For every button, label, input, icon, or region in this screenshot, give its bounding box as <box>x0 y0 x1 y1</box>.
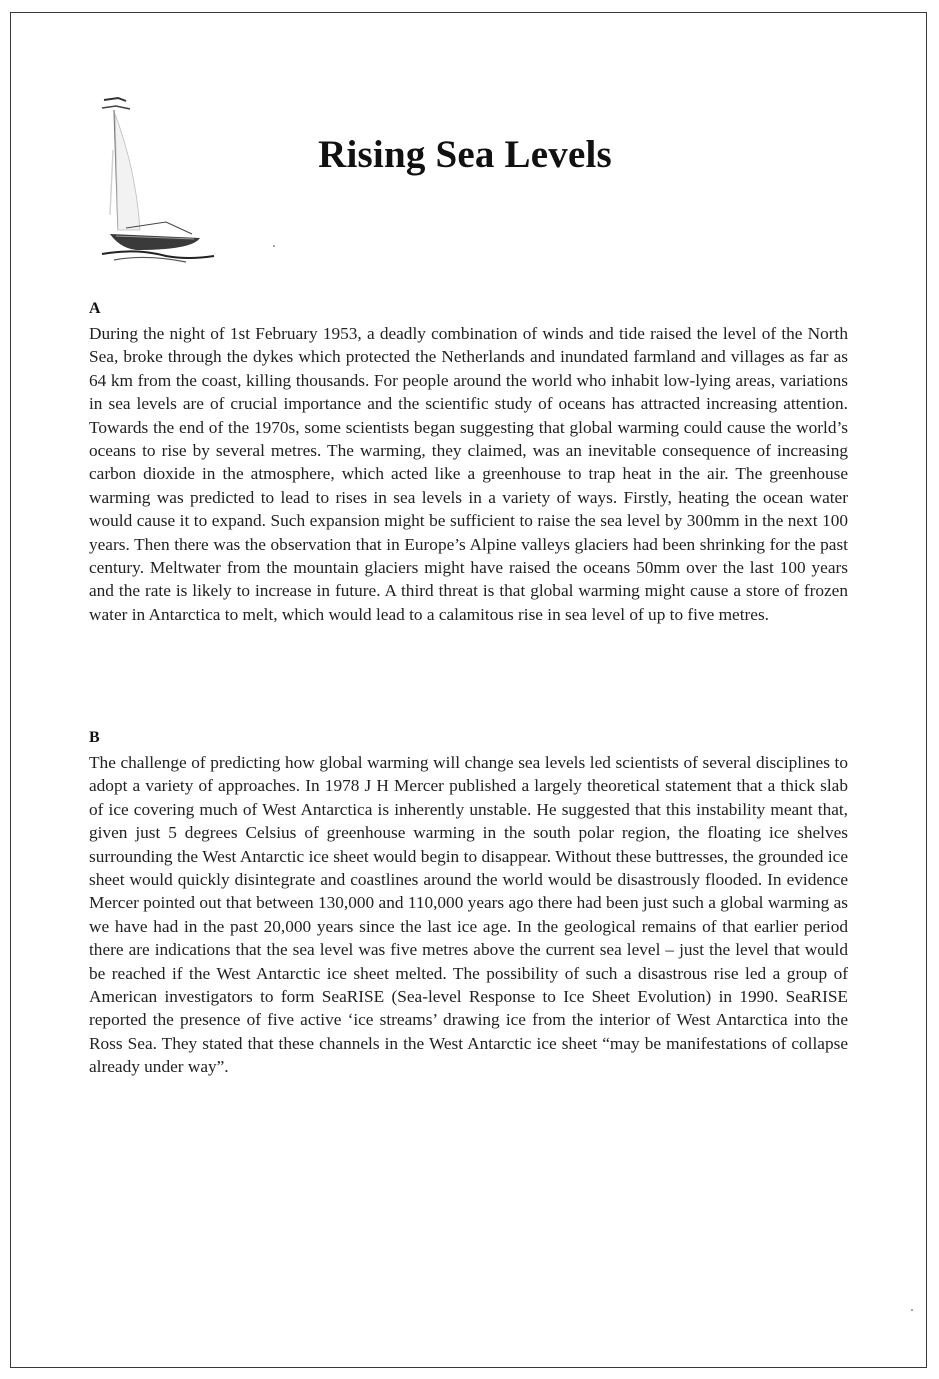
page-title: Rising Sea Levels <box>318 133 612 176</box>
scan-speck <box>273 245 275 247</box>
section-b <box>89 727 848 1079</box>
sailboat-icon <box>96 90 221 270</box>
scan-speck <box>911 1309 913 1311</box>
section-a <box>89 298 848 626</box>
section-heading: A <box>89 300 101 317</box>
section-paragraph: The challenge of predicting how global warming will change sea levels led scientists of several disciplines to adopt a variety of approaches. In 1978 J H Mercer published a largely theoretical statement that a thick slab of ice covering much of West Antarctica is inherently unstable. He suggested that this instability meant that, given just 5 degrees Celsius of greenhouse warming in the south polar region, the floating ice shelves surrounding the West Antarctic ice sheet would begin to disappear. Without these buttresses, the grounded ice sheet would quickly disintegrate and coastlines around the world would be disastrously flooded. In evidence Mercer pointed out that between 130,000 and 110,000 years ago there had been just such a global warming as we have had in the past 20,000 years since the last ice age. In the geological remains of that earlier period there are indications that the sea level was five metres above the current sea level – just the level that would be reached if the West Antarctic ice sheet melted. The possibility of such a disastrous rise led a group of American investigators to form SeaRISE (Sea-level Response to Ice Sheet Evolution) in 1990. SeaRISE reported the presence of five active ‘ice streams’ drawing ice from the interior of West Antarctica into the Ross Sea. They stated that these channels in the West Antarctic ice sheet “may be manifestations of collapse already under way”. <box>89 753 848 1077</box>
section-paragraph: During the night of 1st February 1953, a deadly combination of winds and tide raised the level of the North Sea, broke through the dykes which protected the Netherlands and inundated farmland and villages as far as 64 km from the coast, killing thousands. For people around the world who inhabit low-lying areas, variations in sea levels are of crucial importance and the scientific study of oceans has attracted increasing attention. Towards the end of the 1970s, some scientists began suggesting that global warming could cause the world’s oceans to rise by several metres. The warming, they claimed, was an inevitable consequence of increasing carbon dioxide in the atmosphere, which acted like a greenhouse to trap heat in the air. The greenhouse warming was predicted to lead to rises in sea levels in a variety of ways. Firstly, heating the ocean water would cause it to expand. Such expansion might be sufficient to raise the sea level by 300mm in the next 100 years. Then there was the observation that in Europe’s Alpine valleys glaciers had been shrinking for the past century. Meltwater from the mountain glaciers might have raised the oceans 50mm over the last 100 years and the rate is likely to increase in future. A third threat is that global warming might cause a store of frozen water in Antarctica to melt, which would lead to a calamitous rise in sea level of up to five metres. <box>89 324 848 624</box>
section-heading: B <box>89 729 100 746</box>
